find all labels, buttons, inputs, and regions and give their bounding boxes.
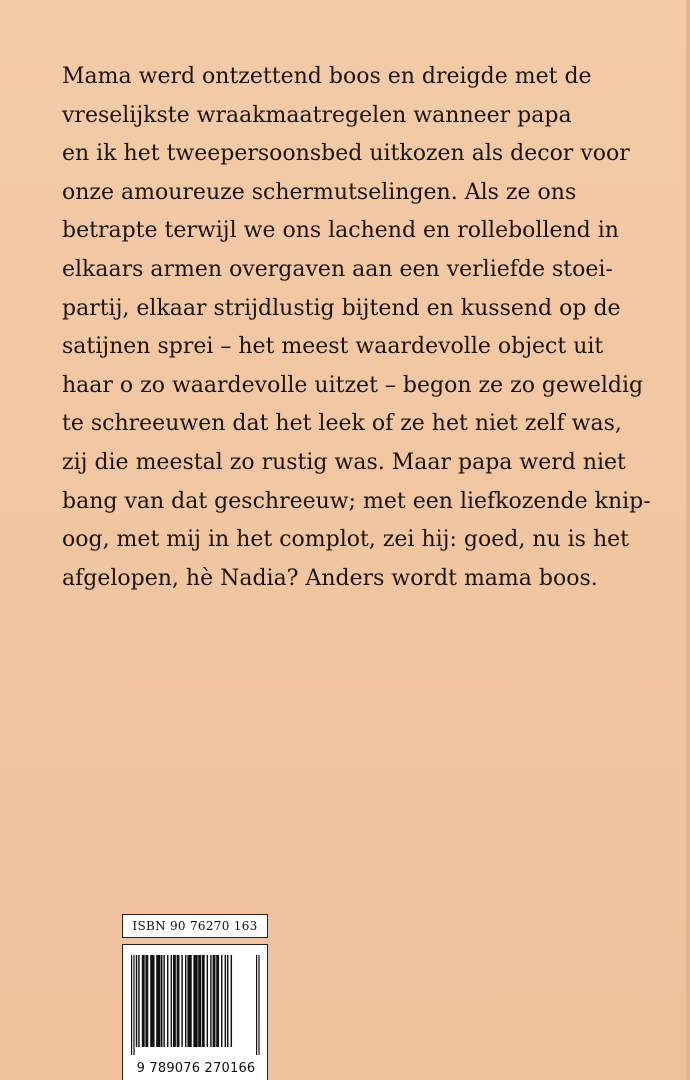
- blurb-line: zij die meestal zo rustig was. Maar papa werd niet: [62, 449, 626, 475]
- barcode-bar: [198, 955, 201, 1047]
- barcode: [122, 944, 268, 1080]
- barcode-bar: [187, 955, 191, 1047]
- blurb-line: elkaars armen overgaven aan een verliefde stoei-: [62, 256, 613, 282]
- blurb-line: vreselijkste wraakmaatregelen wanneer papa: [62, 102, 572, 128]
- barcode-bar: [216, 955, 219, 1047]
- blurb-line: Mama werd ontzettend boos en dreigde met de: [62, 64, 592, 89]
- barcode-bar: [171, 955, 172, 1047]
- barcode-bars: [123, 955, 269, 1055]
- blurb-line: bang van dat geschreeuw; met een liefkozende knip-: [62, 488, 651, 514]
- blurb-line: onze amoureuze schermutselingen. Als ze ons: [62, 179, 577, 205]
- barcode-bar: [173, 955, 176, 1047]
- barcode-bar: [167, 955, 168, 1047]
- blurb-line: partij, elkaar strijdlustig bijtend en kussend op de: [62, 295, 621, 321]
- isbn-label: ISBN 90 76270 163: [122, 914, 268, 938]
- barcode-bar: [221, 955, 222, 1047]
- barcode-bar: [142, 955, 145, 1047]
- barcode-bar: [256, 955, 257, 1055]
- barcode-bar: [136, 955, 137, 1047]
- barcode-bar: [193, 955, 197, 1047]
- barcode-bar: [202, 955, 205, 1047]
- barcode-bar: [213, 955, 216, 1047]
- barcode-bar: [138, 955, 139, 1047]
- barcode-bar: [177, 955, 180, 1047]
- barcode-bar: [131, 955, 132, 1055]
- blurb-line: oog, met mij in het complot, zei hij: goed, nu is het: [62, 527, 629, 553]
- barcode-bar: [181, 955, 182, 1047]
- barcode-bar: [227, 955, 228, 1047]
- barcode-bar: [258, 955, 259, 1055]
- barcode-bar: [231, 955, 232, 1047]
- barcode-bar: [156, 955, 160, 1047]
- barcode-bar: [185, 955, 186, 1047]
- barcode-bar: [210, 955, 211, 1047]
- cover-edge: [686, 0, 690, 1080]
- barcode-bar: [207, 955, 208, 1047]
- blurb-line: te schreeuwen dat het leek of ze het niet zelf was,: [62, 411, 622, 437]
- barcode-bar: [163, 955, 164, 1047]
- blurb-line: afgelopen, hè Nadia? Anders wordt mama boos.: [62, 565, 598, 591]
- barcode-bar: [161, 955, 162, 1047]
- blurb-line: satijnen sprei – het meest waardevolle object uit: [62, 334, 604, 360]
- blurb-line: haar o zo waardevolle uitzet – begon ze zo geweldig: [62, 372, 644, 398]
- back-cover-blurb: [62, 58, 662, 598]
- barcode-digits: 9 789076 270166: [136, 1061, 256, 1076]
- blurb-line: betrapte terwijl we ons lachend en rollebollend in: [62, 218, 619, 244]
- barcode-bar: [225, 955, 226, 1047]
- blurb-line: en ik het tweepersoonsbed uitkozen als decor voor: [62, 141, 630, 167]
- barcode-bar: [150, 955, 154, 1047]
- barcode-bar: [133, 955, 134, 1055]
- barcode-bar: [145, 955, 148, 1047]
